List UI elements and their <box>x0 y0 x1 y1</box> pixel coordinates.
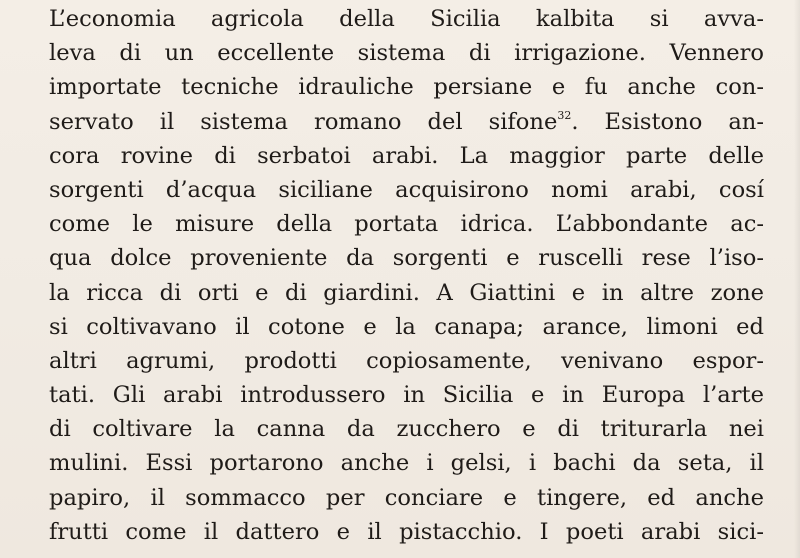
text-line-13: di coltivare la canna da zucchero e di triturarla nei <box>49 416 764 443</box>
text-line-15: papiro, il sommacco per conciare e tingere, ed anche <box>49 484 764 511</box>
text-line-3: importate tecniche idrauliche persiane e fu anche con- <box>49 74 764 101</box>
text-line-11: altri agrumi, prodotti copiosamente, venivano espor- <box>49 347 764 374</box>
text-line-8: qua dolce proveniente da sorgenti e ruscelli rese l’iso- <box>49 245 764 272</box>
text-line-1: L’economia agricola della Sicilia kalbita si avva- <box>49 6 764 32</box>
text-line-4: servato il sistema romano del sifone$^{32}$. Esistono an- <box>49 108 764 135</box>
text-line-12: tati. Gli arabi introdussero in Sicilia e in Europa l’arte <box>49 382 764 409</box>
text-line-9: la ricca di orti e di giardini. A Giattini e in altre zone <box>49 279 764 306</box>
page-edge-shadow <box>794 0 800 558</box>
text-line-14: mulini. Essi portarono anche i gelsi, i bachi da seta, il <box>49 450 764 477</box>
body-paragraph <box>49 2 764 549</box>
text-line-2: leva di un eccellente sistema di irrigazione. Vennero <box>49 40 764 67</box>
text-line-10: si coltivavano il cotone e la canapa; arance, limoni ed <box>49 313 764 340</box>
text-line-7: come le misure della portata idrica. L’abbondante ac- <box>49 211 764 238</box>
footnote-ref[interactable]: 32 <box>557 108 572 122</box>
text-line-16: frutti come il dattero e il pistacchio. I poeti arabi sici- <box>49 518 764 545</box>
text-line-5: cora rovine di serbatoi arabi. La maggior parte delle <box>49 142 764 169</box>
text-line-6: sorgenti d’acqua siciliane acquisirono nomi arabi, cosí <box>49 176 764 203</box>
